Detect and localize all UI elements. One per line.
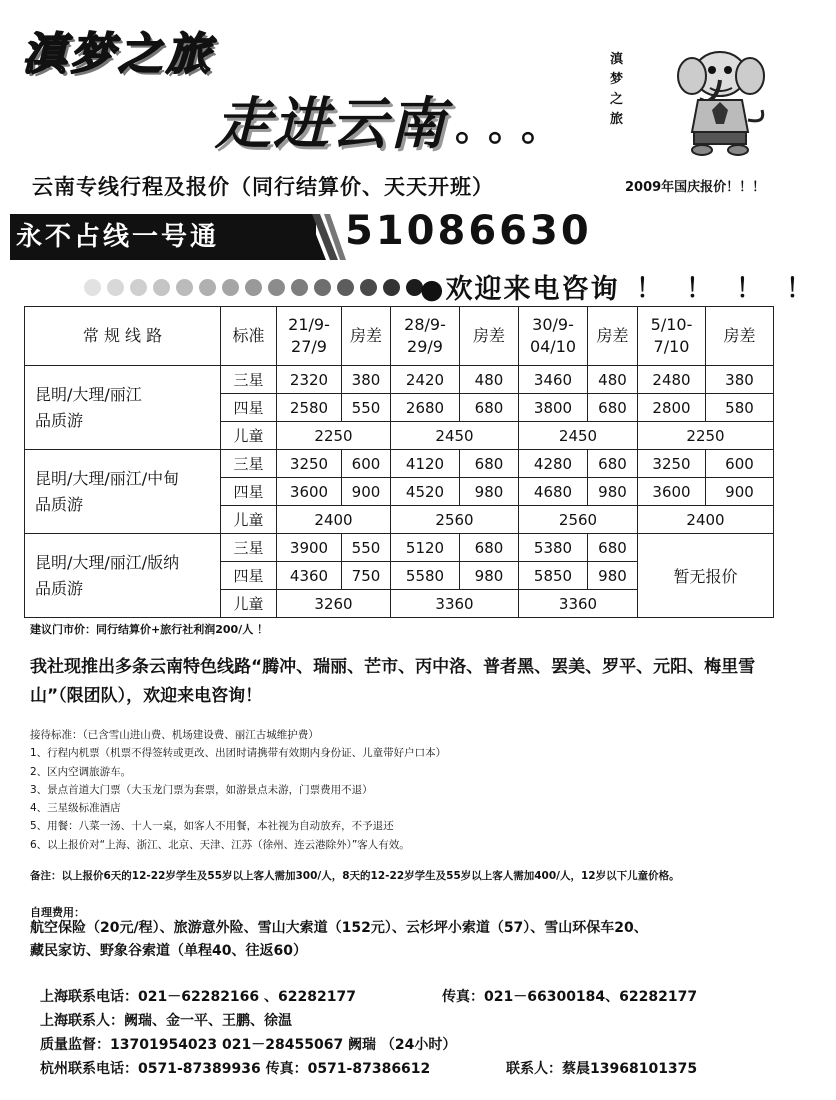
quality-supervision[interactable]: 质量监督：13701954023 021－28455067 阙瑞 （24小时） [40, 1037, 457, 1053]
standard-line: 5、用餐：八菜一汤、十人一桌，如客人不用餐，本社视为自动放弃，不予退还 [30, 820, 394, 833]
headline: 走进云南 [215, 92, 447, 157]
standard-cell: 儿童 [221, 506, 277, 534]
table-header-row [25, 307, 774, 366]
route-name: 昆明/大理/丽江/版纳 品质游 [25, 534, 221, 618]
holiday-note: 2009年国庆报价！！！ [625, 180, 766, 195]
header-date4: 5/10- 7/10 [638, 307, 706, 366]
logo [602, 40, 782, 158]
header-date3: 30/9- 04/10 [519, 307, 588, 366]
price-cell: 5850 [519, 562, 588, 590]
decorative-dot [291, 279, 308, 296]
standard-cell: 儿童 [221, 590, 277, 618]
price-cell: 680 [588, 394, 638, 422]
decorative-dot [337, 279, 354, 296]
decorative-dot [107, 279, 124, 296]
elephant-mascot-icon [662, 40, 780, 158]
child-price-cell: 2400 [277, 506, 391, 534]
headline-dots: 。。。 [455, 105, 574, 149]
price-cell: 980 [588, 562, 638, 590]
standard-cell: 儿童 [221, 422, 277, 450]
decorative-dot [84, 279, 101, 296]
standard-cell: 四星 [221, 478, 277, 506]
self-pay-line: 藏民家访、野象谷索道（单程40、往返60） [30, 943, 307, 959]
price-cell: 600 [342, 450, 391, 478]
hotline-number[interactable]: 51086630 [345, 208, 592, 254]
child-price-cell: 2450 [391, 422, 519, 450]
child-price-cell: 3360 [519, 590, 638, 618]
price-cell: 680 [588, 450, 638, 478]
hangzhou-contact-person[interactable]: 联系人：蔡晨13968101375 [506, 1061, 698, 1077]
standard-cell: 四星 [221, 562, 277, 590]
standard-line: 6、以上报价对“上海、浙江、北京、天津、江苏（徐州、连云港除外）”客人有效。 [30, 838, 410, 851]
route-name: 昆明/大理/丽江/中甸 品质游 [25, 450, 221, 534]
price-cell: 980 [460, 478, 519, 506]
welcome-text: ●欢迎来电咨询 [420, 274, 620, 305]
header-standard: 标准 [221, 307, 277, 366]
price-cell: 4120 [391, 450, 460, 478]
no-price-cell: 暂无报价 [638, 534, 774, 618]
decorative-dot [130, 279, 147, 296]
decorative-dot [153, 279, 170, 296]
route-name: 昆明/大理/丽江 品质游 [25, 366, 221, 450]
price-cell: 5380 [519, 534, 588, 562]
retail-price-note: 建议门市价：同行结算价+旅行社利润200/人 ！ [30, 623, 269, 636]
header-route: 常 规 线 路 [25, 307, 221, 366]
price-cell: 750 [342, 562, 391, 590]
price-cell: 3250 [638, 450, 706, 478]
child-price-cell: 2400 [638, 506, 774, 534]
header-diff: 房差 [588, 307, 638, 366]
child-price-cell: 2250 [638, 422, 774, 450]
price-cell: 3250 [277, 450, 342, 478]
reception-standards [30, 726, 780, 854]
price-cell: 2480 [638, 366, 706, 394]
child-price-cell: 2560 [391, 506, 519, 534]
decorative-dot [245, 279, 262, 296]
header-diff: 房差 [460, 307, 519, 366]
header-diff: 房差 [342, 307, 391, 366]
price-cell: 680 [588, 534, 638, 562]
price-cell: 2420 [391, 366, 460, 394]
header-diff: 房差 [706, 307, 774, 366]
hotline-label: 永不占线一号通 [10, 214, 316, 260]
price-cell: 900 [706, 478, 774, 506]
price-cell: 3600 [638, 478, 706, 506]
price-cell: 2800 [638, 394, 706, 422]
header-date2: 28/9- 29/9 [391, 307, 460, 366]
decorative-dot [360, 279, 377, 296]
decorative-dot [383, 279, 400, 296]
price-cell: 980 [460, 562, 519, 590]
hangzhou-phone-fax[interactable]: 杭州联系电话：0571-87389936 传真：0571-87386612 [40, 1061, 431, 1077]
price-cell: 4520 [391, 478, 460, 506]
self-pay-list [30, 917, 780, 963]
child-price-cell: 3360 [391, 590, 519, 618]
self-pay-title: 自理费用： [30, 906, 85, 919]
price-cell: 680 [460, 534, 519, 562]
price-cell: 4680 [519, 478, 588, 506]
price-cell: 3900 [277, 534, 342, 562]
shanghai-fax[interactable]: 传真：021－66300184、62282177 [442, 989, 698, 1005]
shanghai-phone[interactable]: 上海联系电话：021－62282166 、62282177 [40, 989, 356, 1005]
price-cell: 3600 [277, 478, 342, 506]
remark-text: 备注：以上报价6天的12-22岁学生及55岁以上客人需加300/人，8天的12-22岁学生及55岁以上客人需加400/人，12岁以下儿童价格。 [30, 870, 680, 882]
shanghai-contact-person: 上海联系人：阙瑞、金一平、王鹏、徐温 [40, 1013, 292, 1029]
price-cell: 5120 [391, 534, 460, 562]
decorative-dot [314, 279, 331, 296]
standard-cell: 三星 [221, 366, 277, 394]
table-row [25, 534, 774, 562]
decorative-dot [199, 279, 216, 296]
decorative-dot [268, 279, 285, 296]
price-cell: 480 [588, 366, 638, 394]
price-cell: 4280 [519, 450, 588, 478]
price-cell: 3800 [519, 394, 588, 422]
price-cell: 550 [342, 394, 391, 422]
price-cell: 2680 [391, 394, 460, 422]
promo-text: 我社现推出多条云南特色线路“腾冲、瑞丽、芒市、丙中洛、普者黑、罢美、罗平、元阳、梅里雪山”（限团队），欢迎来电咨询！ [30, 657, 756, 706]
table-row [25, 450, 774, 478]
price-cell: 2580 [277, 394, 342, 422]
price-cell: 4360 [277, 562, 342, 590]
subtitle: 云南专线行程及报价（同行结算价、天天开班） [32, 175, 494, 199]
brand-title: 滇梦之旅 [22, 29, 214, 80]
decorative-dot [176, 279, 193, 296]
dots-row [84, 276, 423, 298]
self-pay-line: 航空保险（20元/程）、旅游意外险、雪山大索道（152元）、云杉坪小索道（57）、雪山环保车20、 [30, 920, 648, 936]
table-row [25, 366, 774, 394]
standard-line: 2、区内空调旅游车。 [30, 765, 132, 778]
price-table [24, 306, 774, 618]
standard-line: 1、行程内机票（机票不得签转或更改、出团时请携带有效期内身份证、儿童带好户口本） [30, 747, 447, 760]
standard-cell: 三星 [221, 534, 277, 562]
standard-line: 4、三星级标准酒店 [30, 802, 121, 815]
standard-cell: 四星 [221, 394, 277, 422]
price-cell: 5580 [391, 562, 460, 590]
price-cell: 580 [706, 394, 774, 422]
welcome-exclaim: ！！！！ [636, 274, 836, 304]
price-cell: 3460 [519, 366, 588, 394]
child-price-cell: 2450 [519, 422, 638, 450]
standard-line: 3、景点首道大门票（大玉龙门票为套票，如游景点未游，门票费用不退） [30, 783, 373, 796]
price-cell: 480 [460, 366, 519, 394]
price-cell: 900 [342, 478, 391, 506]
logo-text: 滇梦之旅 [610, 52, 624, 127]
price-cell: 680 [460, 450, 519, 478]
header-date1: 21/9- 27/9 [277, 307, 342, 366]
stripes-decoration [296, 214, 346, 260]
standard-line: 接待标准：（已含雪山进山费、机场建设费、丽江古城维护费） [30, 729, 319, 741]
price-cell: 380 [706, 366, 774, 394]
child-price-cell: 3260 [277, 590, 391, 618]
price-cell: 680 [460, 394, 519, 422]
price-cell: 550 [342, 534, 391, 562]
price-cell: 980 [588, 478, 638, 506]
child-price-cell: 2560 [519, 506, 638, 534]
price-cell: 380 [342, 366, 391, 394]
decorative-dot [222, 279, 239, 296]
standard-cell: 三星 [221, 450, 277, 478]
price-cell: 600 [706, 450, 774, 478]
child-price-cell: 2250 [277, 422, 391, 450]
price-cell: 2320 [277, 366, 342, 394]
